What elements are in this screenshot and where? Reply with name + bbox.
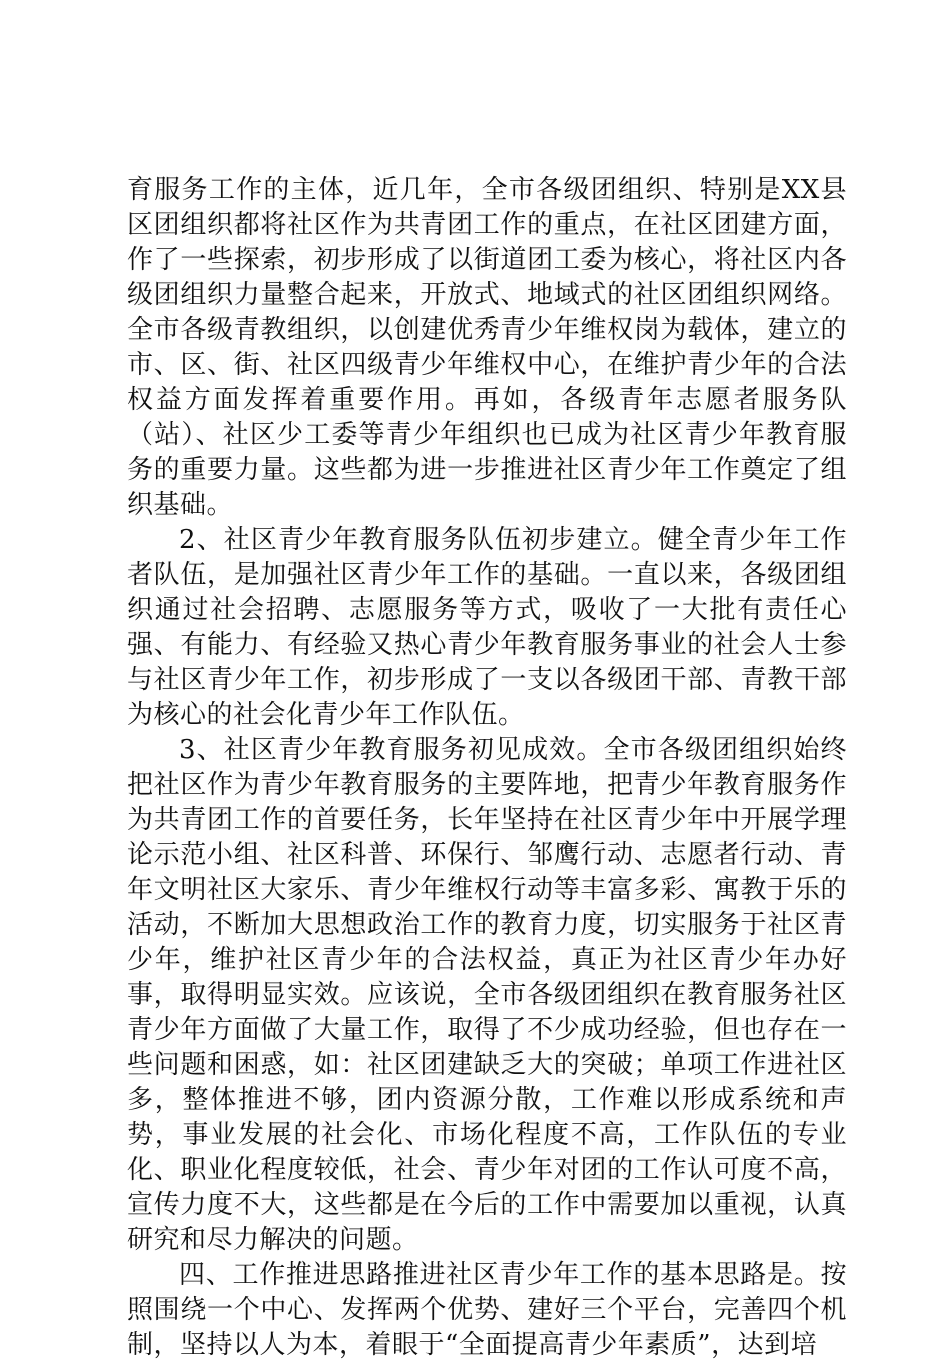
document-body [127, 173, 847, 1363]
paragraph-item-3: 3、社区青少年教育服务初见成效。全市各级团组织始终把社区作为青少年教育服务的主要阵地，把青少年教育服务作为共青团工作的首要任务，长年坚持在社区青少年中开展学理论示范小组、社区科普、环保行、邹鹰行动、志愿者行动、青年文明社区大家乐、青少年维权行动等丰富多彩、寓教于乐的活动，不断加大思想政治工作的教育力度，切实服务于社区青少年，维护社区青少年的合法权益，真正为社区青少年办好事，取得明显实效。应该说，全市各级团组织在教育服务社区青少年方面做了大量工作，取得了不少成功经验，但也存在一些问题和困惑，如：社区团建缺乏大的突破；单项工作进社区多，整体推进不够，团内资源分散，工作难以形成系统和声势，事业发展的社会化、市场化程度不高，工作队伍的专业化、职业化程度较低，社会、青少年对团的工作认可度不高，宣传力度不大，这些都是在今后的工作中需要加以重视，认真研究和尽力解决的问题。 [127, 735, 847, 1255]
paragraph-item-2: 2、社区青少年教育服务队伍初步建立。健全青少年工作者队伍，是加强社区青少年工作的基础。一直以来，各级团组织通过社会招聘、志愿服务等方式，吸收了一大批有责任心强、有能力、有经验又热心青少年教育服务事业的社会人士参与社区青少年工作，初步形成了一支以各级团干部、青教干部为核心的社会化青少年工作队伍。 [127, 525, 847, 730]
paragraph-continued: 育服务工作的主体，近几年，全市各级团组织、特别是XX县区团组织都将社区作为共青团工作的重点，在社区团建方面，作了一些探索，初步形成了以街道团工委为核心，将社区内各级团组织力量整合起来，开放式、地域式的社区团组织网络。全市各级青教组织，以创建优秀青少年维权岗为载体，建立的市、区、街、社区四级青少年维权中心，在维护青少年的合法权益方面发挥着重要作用。再如，各级青年志愿者服务队（站）、社区少工委等青少年组织也已成为社区青少年教育服务的重要力量。这些都为进一步推进社区青少年工作奠定了组织基础。 [127, 175, 847, 520]
paragraph-section-4: 四、工作推进思路推进社区青少年工作的基本思路是。按照围绕一个中心、发挥两个优势、建好三个平台，完善四个机制，坚持以人为本，着眼于“全面提高青少年素质”，达到培 [127, 1260, 847, 1360]
